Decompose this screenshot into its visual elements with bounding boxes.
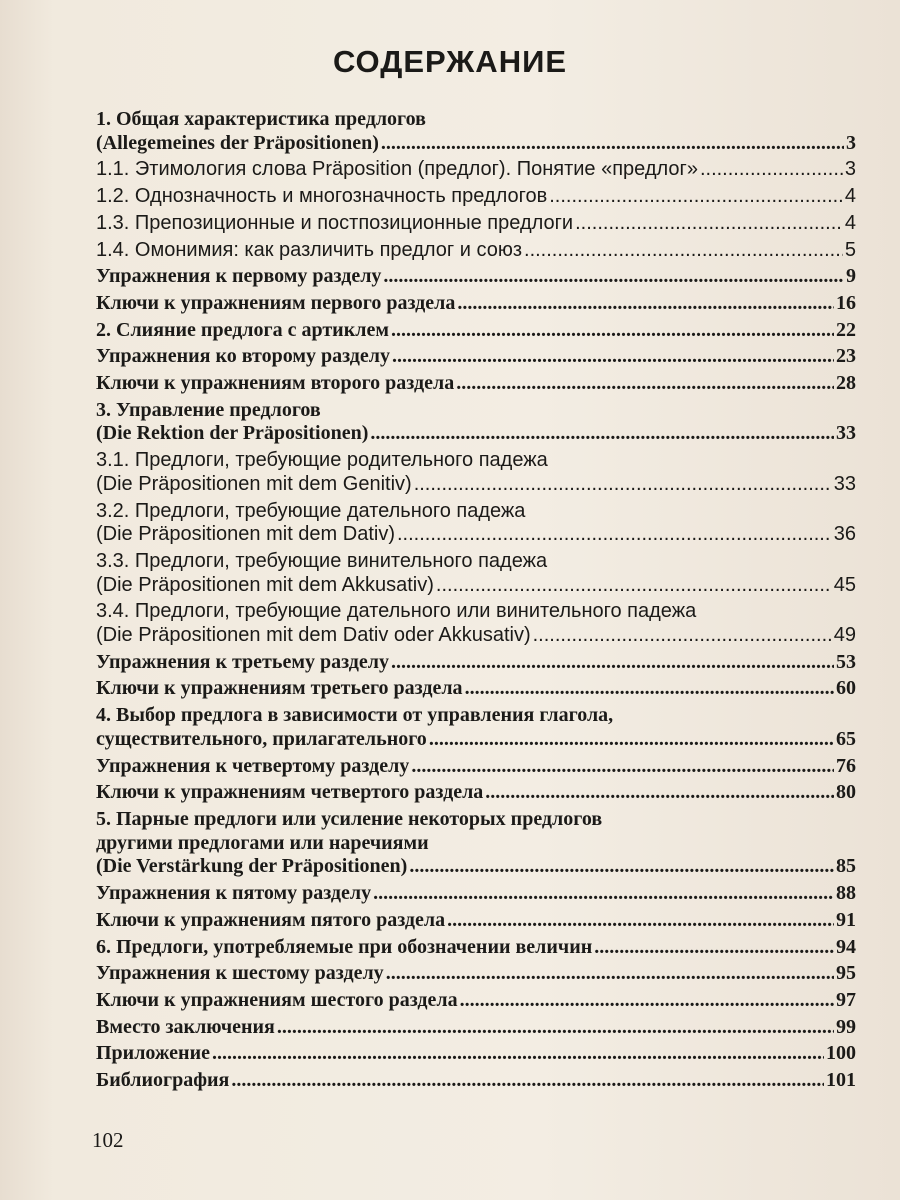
toc-entry-title: существительного, прилагательного [96,727,427,750]
toc-entry [96,909,856,933]
toc-entry-page: 33 [833,472,856,495]
toc-entry-title: Приложение [96,1042,210,1065]
dot-leader [549,185,843,209]
toc-entry-line [96,185,856,209]
dot-leader [386,962,834,986]
toc-entry [96,158,856,182]
dot-leader [370,422,834,446]
toc-entry [96,704,856,751]
toc-entry-page: 33 [836,422,856,445]
toc-entry-title: 3.1. Предлоги, требующие родительного падежа [96,449,548,472]
toc-entry-page: 99 [836,1015,856,1038]
toc-entry-line [96,909,856,933]
toc-entry-line [96,473,856,497]
dot-leader [373,882,834,906]
toc-entry-title: Ключи к упражнениям третьего раздела [96,677,463,700]
dot-leader [381,132,844,156]
toc-entry-line [96,651,856,675]
toc-entry-line [96,1016,856,1040]
toc-entry [96,882,856,906]
toc-entry-title: (Allegemeines der Präpositionen) [96,131,379,154]
toc-entry-line [96,500,856,524]
toc-entry [96,1042,856,1066]
dot-leader [391,319,834,343]
toc-entry-page: 85 [836,855,856,878]
toc-entry-page: 16 [836,291,856,314]
dot-leader [429,728,834,752]
toc-entry [96,239,856,263]
toc-entry-title: Упражнения к пятому разделу [96,882,372,905]
toc-entry-line [96,962,856,986]
toc-entry-line [96,704,856,728]
toc-entry [96,399,856,446]
toc-entry-title: Ключи к упражнениям второго раздела [96,372,455,395]
toc-entry-title: (Die Präpositionen mit dem Genitiv) [96,472,412,495]
toc-entry-title: другими предлогами или наречиями [96,831,429,854]
dot-leader [524,239,843,263]
toc-entry-line [96,319,856,343]
dot-leader [465,677,834,701]
toc-entry-title: Ключи к упражнениям первого раздела [96,291,456,314]
toc-entry [96,1016,856,1040]
toc-entry-page: 94 [836,935,856,958]
dot-leader [457,292,834,316]
toc-entry-line [96,936,856,960]
toc-entry-page: 28 [836,372,856,395]
dot-leader [231,1069,824,1093]
dot-leader [391,651,834,675]
toc-entry-title: (Die Präpositionen mit dem Akkusativ) [96,573,434,596]
toc-entry-title: 5. Парные предлоги или усиление некоторых предлогов [96,807,603,830]
toc-entry-title: Вместо заключения [96,1015,275,1038]
toc-entry-page: 9 [846,265,856,288]
toc-entry [96,808,856,879]
toc-entry [96,212,856,236]
toc-entry-line [96,781,856,805]
toc-entry-line [96,1069,856,1093]
toc-entry-title: 2. Слияние предлога с артиклем [96,318,389,341]
toc-entry-line [96,728,856,752]
toc-entry-line [96,855,856,879]
toc-entry [96,292,856,316]
toc-entry-title: Ключи к упражнениям четвертого раздела [96,781,484,804]
toc-entry-page: 45 [833,573,856,596]
toc-entry-line [96,449,856,473]
dot-leader [460,989,834,1013]
toc-entry-title: (Die Rektion der Präpositionen) [96,422,369,445]
toc-entry-line [96,265,856,289]
toc-entry-line [96,523,856,547]
toc-entry-page: 80 [836,781,856,804]
toc-entry-title: (Die Präpositionen mit dem Dativ) [96,523,395,546]
toc-entry-title: 4. Выбор предлога в зависимости от управления глагола, [96,704,614,727]
toc-entry-page: 88 [836,882,856,905]
toc-entry-page: 97 [836,988,856,1011]
toc-entry-page: 3 [844,158,856,181]
toc-entry-line [96,372,856,396]
toc-entry [96,962,856,986]
toc-entry-page: 60 [836,677,856,700]
toc-entry [96,108,856,155]
dot-leader [397,523,832,547]
toc-entry-line [96,158,856,182]
toc-entry [96,185,856,209]
page-number: 102 [92,1128,124,1152]
toc-entry-line [96,600,856,624]
dot-leader [383,265,844,289]
toc-entry-title: Упражнения к шестому разделу [96,962,384,985]
toc-entry-title: 3.3. Предлоги, требующие винительного падежа [96,549,548,572]
toc-entry-title: Ключи к упражнениям шестого раздела [96,988,458,1011]
toc-entry-page: 23 [836,345,856,368]
dot-leader [392,345,834,369]
toc-entry-page: 76 [836,754,856,777]
toc-entry-page: 53 [836,650,856,673]
dot-leader [575,212,843,236]
toc-entry-page: 5 [844,238,856,261]
toc-entry-page: 91 [836,908,856,931]
dot-leader [456,372,834,396]
dot-leader [533,624,832,648]
toc-entry-line [96,399,856,423]
toc-entry-line [96,132,856,156]
toc-entry [96,755,856,779]
toc-entry-line [96,677,856,701]
toc-entry-line [96,1042,856,1066]
dot-leader [594,936,834,960]
toc-entry-title: Упражнения к третьему разделу [96,650,389,673]
toc-entry-page: 4 [844,211,856,234]
toc-entry [96,600,856,647]
toc-entry-title: Ключи к упражнениям пятого раздела [96,908,446,931]
toc-entry-title: Упражнения ко второму разделу [96,345,390,368]
toc-entry-line [96,422,856,446]
toc-entry [96,500,856,547]
toc-entry-line [96,989,856,1013]
toc-entry-title: 3. Управление предлогов [96,398,321,421]
dot-leader [414,473,832,497]
toc-entry-title: 1.2. Однозначность и многозначность предлогов [96,185,548,208]
dot-leader [700,158,843,182]
toc-entry-title: Библиография [96,1069,230,1092]
toc-entry [96,651,856,675]
dot-leader [485,781,834,805]
toc-entry [96,781,856,805]
dot-leader [436,574,832,598]
toc-entry-title: 1.4. Омонимия: как различить предлог и союз [96,238,523,261]
toc-entry-line [96,624,856,648]
toc-entry-title: 3.4. Предлоги, требующие дательного или винительного падежа [96,600,697,623]
toc-entry-title: (Die Präpositionen mit dem Dativ oder Akkusativ) [96,624,531,647]
toc-entry [96,936,856,960]
toc-entry-title: 1.3. Препозиционные и постпозиционные предлоги [96,211,574,234]
toc-entry-line [96,574,856,598]
toc-entry-line [96,755,856,779]
toc-entry-page: 22 [836,318,856,341]
toc-entry-page: 4 [844,185,856,208]
toc-entry-page: 95 [836,962,856,985]
toc-entry [96,372,856,396]
toc-entry-line [96,212,856,236]
toc-entry-title: 6. Предлоги, употребляемые при обозначении величин [96,935,593,958]
toc-entry-title: (Die Verstärkung der Präpositionen) [96,855,408,878]
toc-entry-page: 36 [833,523,856,546]
toc-entry [96,345,856,369]
table-of-contents [96,108,856,1096]
toc-entry-page: 49 [833,624,856,647]
dot-leader [212,1042,824,1066]
toc-entry [96,449,856,496]
toc-entry-title: 1.1. Этимология слова Präposition (предлог). Понятие «предлог» [96,158,698,181]
toc-entry-title: 1. Общая характеристика предлогов [96,108,426,130]
toc-entry [96,677,856,701]
dot-leader [277,1016,834,1040]
toc-entry [96,319,856,343]
dot-leader [409,855,834,879]
toc-entry-title: Упражнения к четвертому разделу [96,754,410,777]
toc-entry-line [96,882,856,906]
toc-entry-title: 3.2. Предлоги, требующие дательного падежа [96,499,526,522]
toc-entry-line [96,108,856,132]
toc-entry-line [96,832,856,856]
toc-entry [96,989,856,1013]
toc-entry-line [96,239,856,263]
toc-entry-line [96,345,856,369]
toc-entry-line [96,550,856,574]
toc-entry-line [96,292,856,316]
dot-leader [411,755,834,779]
toc-entry-title: Упражнения к первому разделу [96,265,382,288]
toc-entry-page: 101 [826,1069,856,1092]
toc-entry [96,550,856,597]
toc-entry-page: 3 [846,131,856,154]
toc-entry-line [96,808,856,832]
dot-leader [447,909,834,933]
toc-entry [96,265,856,289]
toc-entry-page: 100 [826,1042,856,1065]
page-title: СОДЕРЖАНИЕ [332,44,568,79]
toc-entry [96,1069,856,1093]
toc-entry-page: 65 [836,727,856,750]
